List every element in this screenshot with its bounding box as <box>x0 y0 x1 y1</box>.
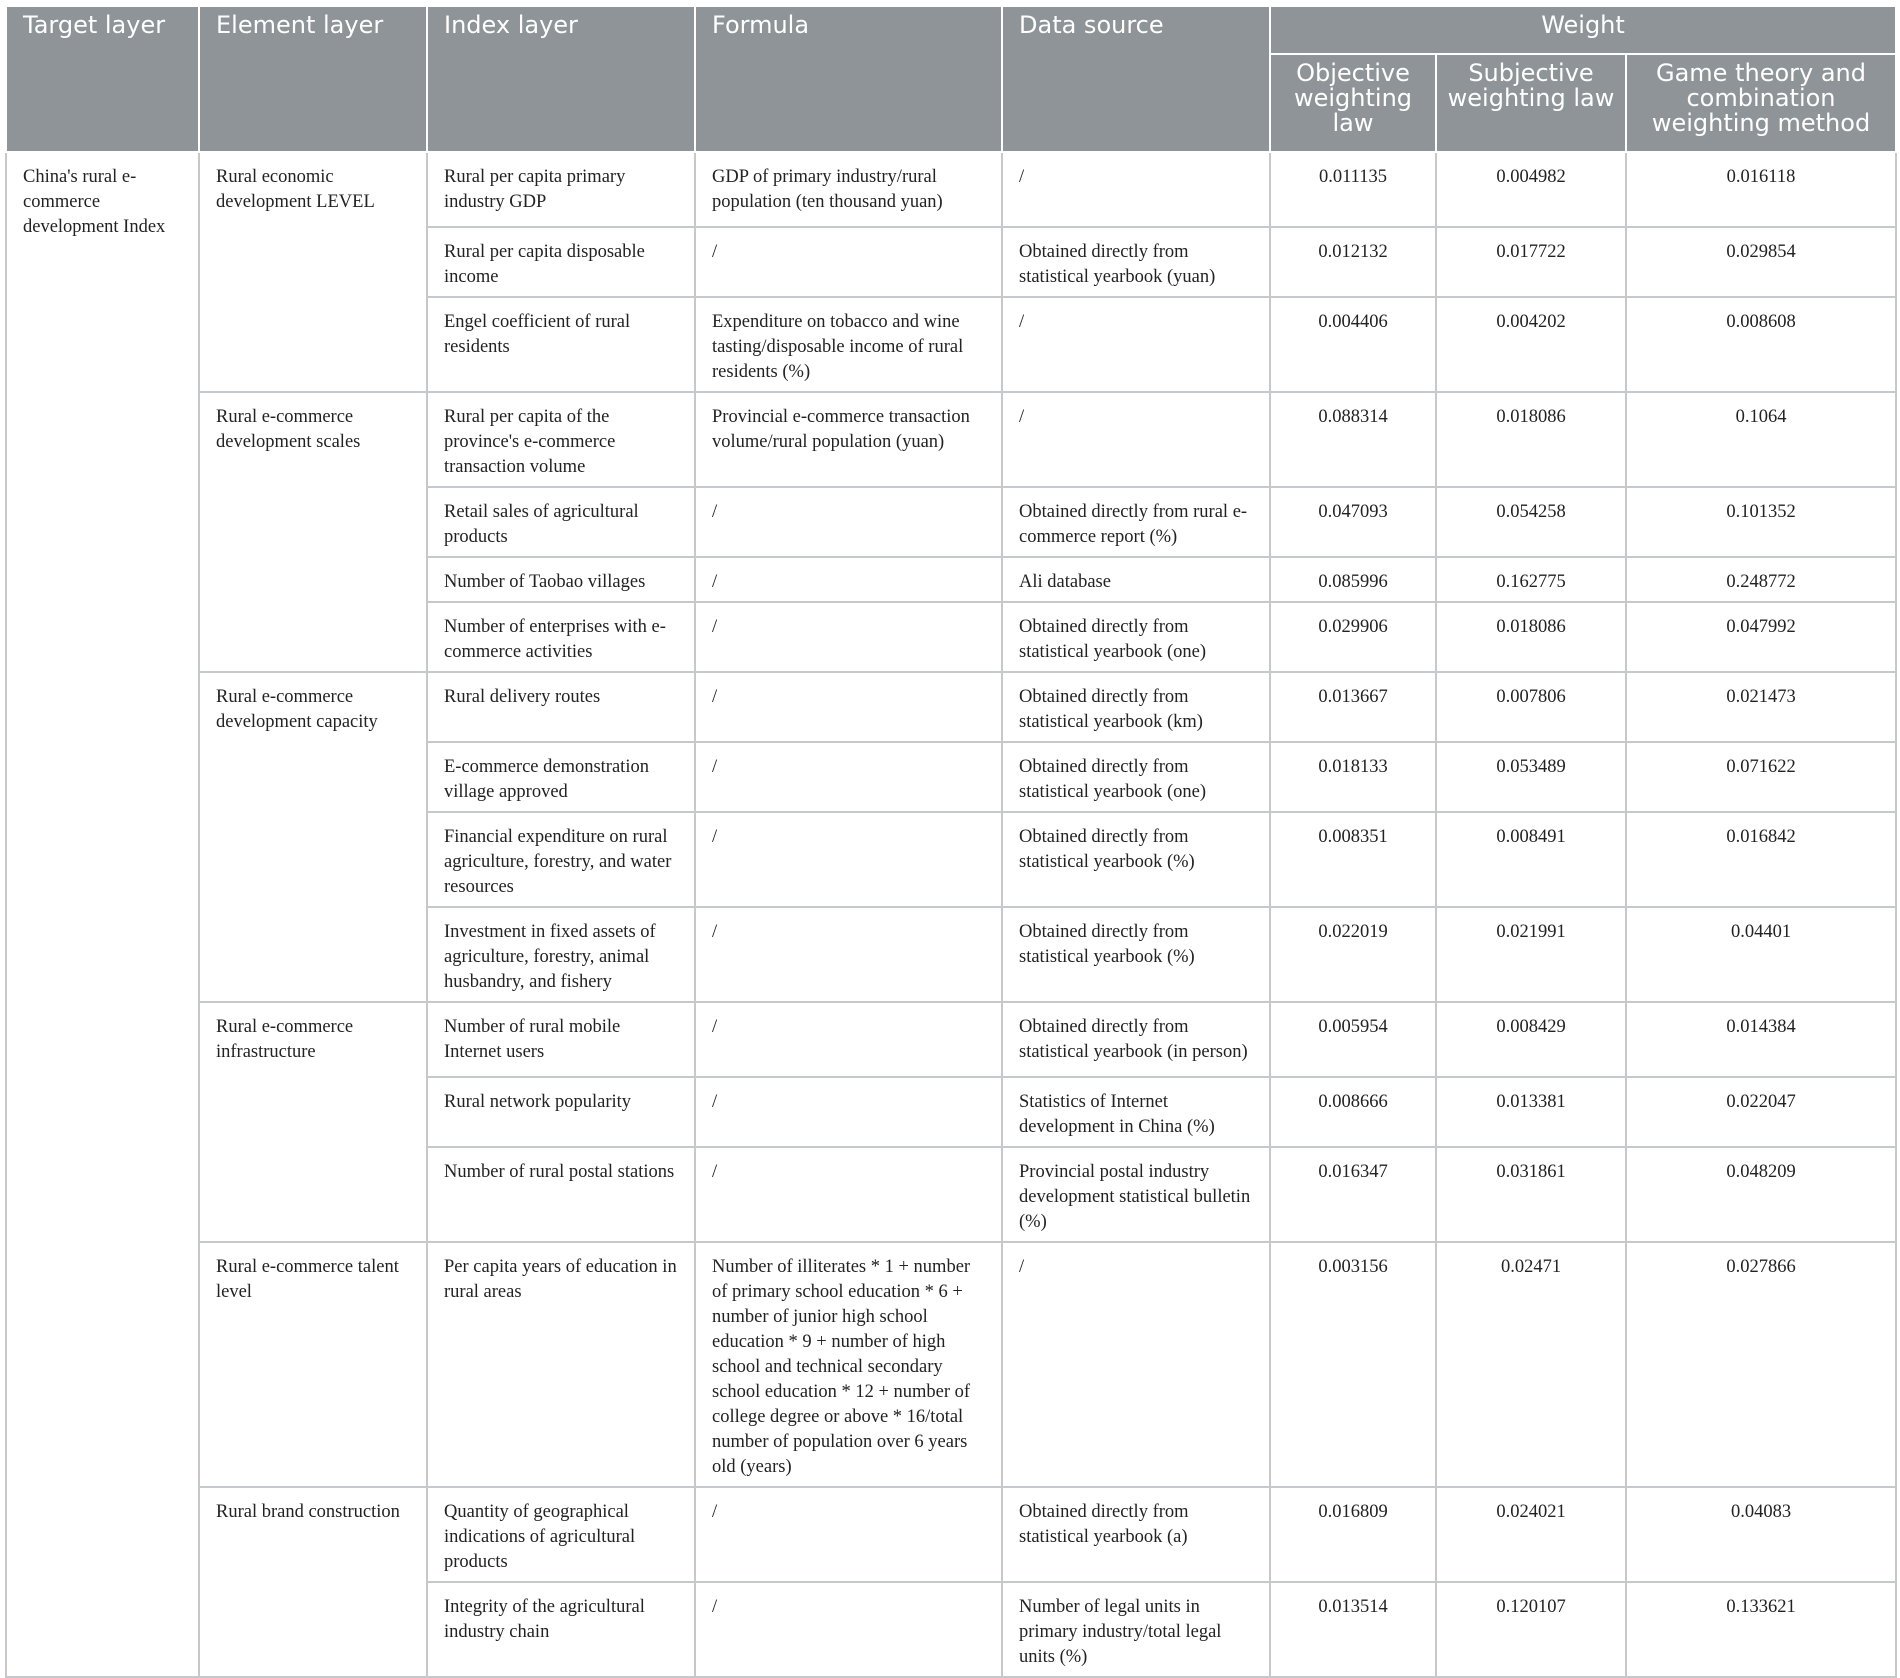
objective-weight-cell: 0.012132 <box>1270 227 1436 297</box>
formula-cell: GDP of primary industry/rural population (ten thousand yuan) <box>695 152 1002 227</box>
table-row <box>6 1242 1896 1487</box>
source-cell: Obtained directly from statistical yearbook (one) <box>1002 742 1270 812</box>
header-game-theory-weighting: Game theory and combination weighting method <box>1626 54 1896 152</box>
index-cell: Rural delivery routes <box>427 672 695 742</box>
subjective-weight-cell: 0.053489 <box>1436 742 1626 812</box>
formula-cell: / <box>695 1147 1002 1242</box>
formula-cell: / <box>695 742 1002 812</box>
element-layer-cell: Rural e-commerce development capacity <box>199 672 427 1002</box>
index-cell: Number of Taobao villages <box>427 557 695 602</box>
target-layer-cell: China's rural e-commerce development Index <box>6 152 199 1677</box>
game-weight-cell: 0.014384 <box>1626 1002 1896 1077</box>
formula-cell: / <box>695 1002 1002 1077</box>
source-cell: Obtained directly from rural e-commerce report (%) <box>1002 487 1270 557</box>
table-row <box>6 1002 1896 1077</box>
element-layer-cell: Rural e-commerce talent level <box>199 1242 427 1487</box>
subjective-weight-cell: 0.024021 <box>1436 1487 1626 1582</box>
source-cell: Statistics of Internet development in China (%) <box>1002 1077 1270 1147</box>
source-cell: Provincial postal industry development statistical bulletin (%) <box>1002 1147 1270 1242</box>
formula-cell: / <box>695 907 1002 1002</box>
objective-weight-cell: 0.004406 <box>1270 297 1436 392</box>
index-cell: Quantity of geographical indications of agricultural products <box>427 1487 695 1582</box>
objective-weight-cell: 0.013514 <box>1270 1582 1436 1677</box>
header-element-layer: Element layer <box>199 6 427 152</box>
element-layer-cell: Rural brand construction <box>199 1487 427 1677</box>
game-weight-cell: 0.133621 <box>1626 1582 1896 1677</box>
formula-cell: / <box>695 812 1002 907</box>
formula-cell: / <box>695 1487 1002 1582</box>
formula-cell: Provincial e-commerce transaction volume/rural population (yuan) <box>695 392 1002 487</box>
subjective-weight-cell: 0.054258 <box>1436 487 1626 557</box>
subjective-weight-cell: 0.031861 <box>1436 1147 1626 1242</box>
index-cell: Per capita years of education in rural areas <box>427 1242 695 1487</box>
header-index-layer: Index layer <box>427 6 695 152</box>
index-cell: E-commerce demonstration village approved <box>427 742 695 812</box>
objective-weight-cell: 0.016347 <box>1270 1147 1436 1242</box>
source-cell: Obtained directly from statistical yearbook (one) <box>1002 602 1270 672</box>
index-system-table <box>5 5 1897 1678</box>
index-cell: Number of rural mobile Internet users <box>427 1002 695 1077</box>
game-weight-cell: 0.101352 <box>1626 487 1896 557</box>
subjective-weight-cell: 0.007806 <box>1436 672 1626 742</box>
source-cell: / <box>1002 297 1270 392</box>
objective-weight-cell: 0.013667 <box>1270 672 1436 742</box>
source-cell: / <box>1002 1242 1270 1487</box>
subjective-weight-cell: 0.162775 <box>1436 557 1626 602</box>
table-row <box>6 392 1896 487</box>
table-row <box>6 672 1896 742</box>
game-weight-cell: 0.04083 <box>1626 1487 1896 1582</box>
header-weight: Weight <box>1270 6 1896 54</box>
formula-cell: / <box>695 557 1002 602</box>
objective-weight-cell: 0.047093 <box>1270 487 1436 557</box>
subjective-weight-cell: 0.120107 <box>1436 1582 1626 1677</box>
subjective-weight-cell: 0.017722 <box>1436 227 1626 297</box>
subjective-weight-cell: 0.02471 <box>1436 1242 1626 1487</box>
game-weight-cell: 0.027866 <box>1626 1242 1896 1487</box>
source-cell: Ali database <box>1002 557 1270 602</box>
subjective-weight-cell: 0.018086 <box>1436 602 1626 672</box>
source-cell: Obtained directly from statistical yearbook (yuan) <box>1002 227 1270 297</box>
objective-weight-cell: 0.018133 <box>1270 742 1436 812</box>
source-cell: / <box>1002 152 1270 227</box>
index-cell: Rural per capita disposable income <box>427 227 695 297</box>
element-layer-cell: Rural economic development LEVEL <box>199 152 427 392</box>
subjective-weight-cell: 0.004982 <box>1436 152 1626 227</box>
header-subjective-weighting: Subjective weighting law <box>1436 54 1626 152</box>
element-layer-cell: Rural e-commerce development scales <box>199 392 427 672</box>
index-cell: Rural per capita of the province's e-commerce transaction volume <box>427 392 695 487</box>
source-cell: Obtained directly from statistical yearbook (in person) <box>1002 1002 1270 1077</box>
objective-weight-cell: 0.022019 <box>1270 907 1436 1002</box>
header-formula: Formula <box>695 6 1002 152</box>
element-layer-cell: Rural e-commerce infrastructure <box>199 1002 427 1242</box>
source-cell: Obtained directly from statistical yearbook (a) <box>1002 1487 1270 1582</box>
objective-weight-cell: 0.008666 <box>1270 1077 1436 1147</box>
formula-cell: Expenditure on tobacco and wine tasting/disposable income of rural residents (%) <box>695 297 1002 392</box>
index-cell: Investment in fixed assets of agriculture, forestry, animal husbandry, and fishery <box>427 907 695 1002</box>
table-body <box>6 152 1896 1677</box>
objective-weight-cell: 0.003156 <box>1270 1242 1436 1487</box>
table-header <box>6 6 1896 152</box>
objective-weight-cell: 0.029906 <box>1270 602 1436 672</box>
objective-weight-cell: 0.085996 <box>1270 557 1436 602</box>
index-cell: Engel coefficient of rural residents <box>427 297 695 392</box>
game-weight-cell: 0.016842 <box>1626 812 1896 907</box>
subjective-weight-cell: 0.008429 <box>1436 1002 1626 1077</box>
formula-cell: Number of illiterates * 1 + number of primary school education * 6 + number of junior high school education * 9 + number of high school and technical secondary school education * 12 + number of college degree or above * 16/total number of population over 6 years old (years) <box>695 1242 1002 1487</box>
header-objective-weighting: Objective weighting law <box>1270 54 1436 152</box>
game-weight-cell: 0.04401 <box>1626 907 1896 1002</box>
subjective-weight-cell: 0.018086 <box>1436 392 1626 487</box>
objective-weight-cell: 0.008351 <box>1270 812 1436 907</box>
header-data-source: Data source <box>1002 6 1270 152</box>
subjective-weight-cell: 0.021991 <box>1436 907 1626 1002</box>
game-weight-cell: 0.016118 <box>1626 152 1896 227</box>
subjective-weight-cell: 0.008491 <box>1436 812 1626 907</box>
index-cell: Rural network popularity <box>427 1077 695 1147</box>
index-cell: Rural per capita primary industry GDP <box>427 152 695 227</box>
index-system-table-container <box>5 5 1895 1678</box>
header-row <box>6 6 1896 54</box>
source-cell: Obtained directly from statistical yearbook (%) <box>1002 812 1270 907</box>
index-cell: Number of enterprises with e-commerce activities <box>427 602 695 672</box>
objective-weight-cell: 0.005954 <box>1270 1002 1436 1077</box>
game-weight-cell: 0.048209 <box>1626 1147 1896 1242</box>
source-cell: Obtained directly from statistical yearbook (%) <box>1002 907 1270 1002</box>
subjective-weight-cell: 0.013381 <box>1436 1077 1626 1147</box>
formula-cell: / <box>695 602 1002 672</box>
game-weight-cell: 0.022047 <box>1626 1077 1896 1147</box>
index-cell: Retail sales of agricultural products <box>427 487 695 557</box>
formula-cell: / <box>695 227 1002 297</box>
objective-weight-cell: 0.011135 <box>1270 152 1436 227</box>
subjective-weight-cell: 0.004202 <box>1436 297 1626 392</box>
formula-cell: / <box>695 487 1002 557</box>
formula-cell: / <box>695 672 1002 742</box>
game-weight-cell: 0.1064 <box>1626 392 1896 487</box>
index-cell: Integrity of the agricultural industry chain <box>427 1582 695 1677</box>
formula-cell: / <box>695 1077 1002 1147</box>
source-cell: Obtained directly from statistical yearbook (km) <box>1002 672 1270 742</box>
source-cell: Number of legal units in primary industry/total legal units (%) <box>1002 1582 1270 1677</box>
objective-weight-cell: 0.016809 <box>1270 1487 1436 1582</box>
game-weight-cell: 0.047992 <box>1626 602 1896 672</box>
formula-cell: / <box>695 1582 1002 1677</box>
objective-weight-cell: 0.088314 <box>1270 392 1436 487</box>
index-cell: Number of rural postal stations <box>427 1147 695 1242</box>
table-row <box>6 1487 1896 1582</box>
game-weight-cell: 0.008608 <box>1626 297 1896 392</box>
game-weight-cell: 0.248772 <box>1626 557 1896 602</box>
game-weight-cell: 0.029854 <box>1626 227 1896 297</box>
table-row <box>6 152 1896 227</box>
game-weight-cell: 0.071622 <box>1626 742 1896 812</box>
index-cell: Financial expenditure on rural agriculture, forestry, and water resources <box>427 812 695 907</box>
game-weight-cell: 0.021473 <box>1626 672 1896 742</box>
header-target-layer: Target layer <box>6 6 199 152</box>
source-cell: / <box>1002 392 1270 487</box>
